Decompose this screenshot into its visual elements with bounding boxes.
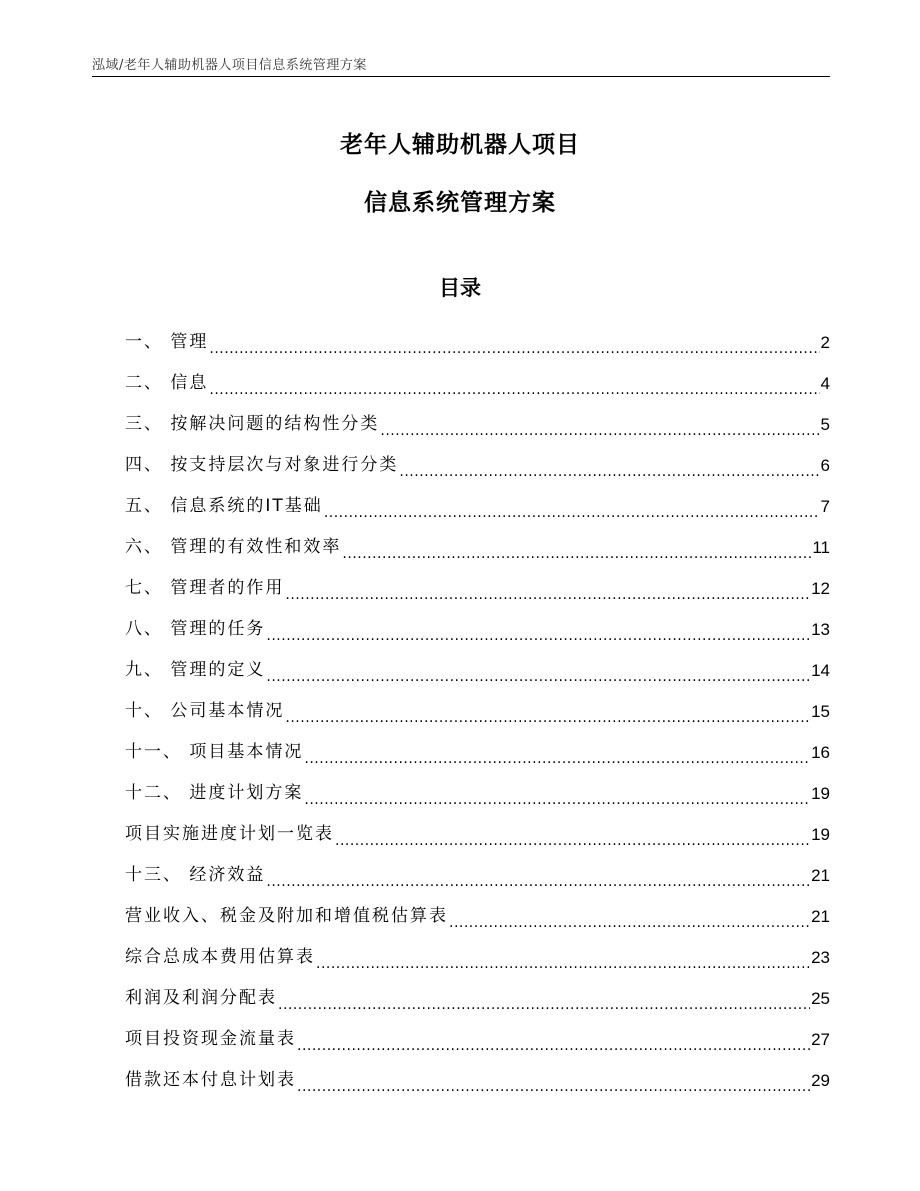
toc-entry-label: 综合总成本费用估算表 bbox=[125, 947, 315, 967]
toc-entry-page-number: 16 bbox=[811, 743, 830, 762]
table-of-contents bbox=[125, 322, 830, 1101]
toc-entry[interactable] bbox=[125, 322, 830, 363]
toc-dot-leader bbox=[449, 896, 810, 937]
toc-entry-page-number: 4 bbox=[820, 374, 830, 393]
toc-entry[interactable] bbox=[125, 814, 830, 855]
toc-dot-leader bbox=[342, 527, 811, 568]
toc-entry-label: 二、 信息 bbox=[125, 373, 209, 393]
toc-entry[interactable] bbox=[125, 527, 830, 568]
toc-entry[interactable] bbox=[125, 773, 830, 814]
toc-entry-page-number: 7 bbox=[820, 497, 830, 516]
toc-entry[interactable] bbox=[125, 1019, 830, 1060]
toc-entry-page-number: 11 bbox=[812, 538, 830, 557]
header-divider bbox=[92, 76, 830, 77]
toc-dot-leader bbox=[266, 855, 810, 896]
toc-entry-page-number: 21 bbox=[811, 907, 830, 926]
toc-entry[interactable] bbox=[125, 896, 830, 937]
toc-entry-label: 利润及利润分配表 bbox=[125, 988, 277, 1008]
toc-dot-leader bbox=[297, 1060, 810, 1101]
document-title-line-1: 老年人辅助机器人项目 bbox=[340, 132, 580, 158]
toc-dot-leader bbox=[297, 1019, 810, 1060]
toc-entry-label: 十三、 经济效益 bbox=[125, 865, 266, 885]
toc-entry[interactable] bbox=[125, 937, 830, 978]
toc-entry-page-number: 15 bbox=[811, 702, 830, 721]
toc-entry-page-number: 6 bbox=[820, 456, 830, 475]
toc-entry[interactable] bbox=[125, 609, 830, 650]
toc-dot-leader bbox=[285, 691, 810, 732]
toc-entry-page-number: 19 bbox=[811, 825, 830, 844]
toc-entry[interactable] bbox=[125, 855, 830, 896]
toc-dot-leader bbox=[304, 732, 810, 773]
toc-entry[interactable] bbox=[125, 978, 830, 1019]
toc-entry-label: 五、 信息系统的IT基础 bbox=[125, 496, 323, 516]
document-title-line-2: 信息系统管理方案 bbox=[364, 190, 556, 216]
toc-dot-leader bbox=[266, 650, 810, 691]
toc-dot-leader bbox=[266, 609, 810, 650]
toc-entry-label: 十二、 进度计划方案 bbox=[125, 783, 304, 803]
toc-dot-leader bbox=[316, 937, 810, 978]
toc-entry-label: 四、 按支持层次与对象进行分类 bbox=[125, 455, 399, 475]
toc-entry-page-number: 29 bbox=[811, 1071, 830, 1090]
toc-entry[interactable] bbox=[125, 691, 830, 732]
toc-heading: 目录 bbox=[439, 276, 481, 300]
toc-entry-page-number: 14 bbox=[811, 661, 830, 680]
toc-entry-page-number: 27 bbox=[811, 1030, 830, 1049]
toc-entry-label: 一、 管理 bbox=[125, 332, 209, 352]
toc-entry[interactable] bbox=[125, 363, 830, 404]
toc-dot-leader bbox=[209, 322, 819, 363]
toc-entry-label: 十一、 项目基本情况 bbox=[125, 742, 304, 762]
toc-dot-leader bbox=[304, 773, 810, 814]
toc-entry-label: 七、 管理者的作用 bbox=[125, 578, 285, 598]
toc-entry[interactable] bbox=[125, 732, 830, 773]
toc-entry-label: 营业收入、税金及附加和增值税估算表 bbox=[125, 906, 448, 926]
toc-dot-leader bbox=[399, 445, 819, 486]
toc-dot-leader bbox=[285, 568, 810, 609]
toc-entry[interactable] bbox=[125, 404, 830, 445]
toc-entry[interactable] bbox=[125, 1060, 830, 1101]
toc-entry-page-number: 23 bbox=[811, 948, 830, 967]
toc-entry-page-number: 21 bbox=[811, 866, 830, 885]
toc-entry[interactable] bbox=[125, 445, 830, 486]
toc-dot-leader bbox=[324, 486, 820, 527]
toc-dot-leader bbox=[209, 363, 819, 404]
toc-entry-label: 九、 管理的定义 bbox=[125, 660, 266, 680]
toc-dot-leader bbox=[380, 404, 819, 445]
toc-entry-label: 借款还本付息计划表 bbox=[125, 1070, 296, 1090]
toc-dot-leader bbox=[278, 978, 810, 1019]
toc-entry-page-number: 19 bbox=[811, 784, 830, 803]
running-header: 泓域/老年人辅助机器人项目信息系统管理方案 bbox=[92, 58, 367, 73]
toc-entry-page-number: 5 bbox=[820, 415, 830, 434]
toc-dot-leader bbox=[335, 814, 810, 855]
toc-entry-page-number: 13 bbox=[811, 620, 830, 639]
toc-entry-page-number: 25 bbox=[811, 989, 830, 1008]
toc-entry-page-number: 2 bbox=[820, 333, 830, 352]
toc-entry-label: 三、 按解决问题的结构性分类 bbox=[125, 414, 380, 434]
toc-entry[interactable] bbox=[125, 650, 830, 691]
toc-entry-label: 项目实施进度计划一览表 bbox=[125, 824, 334, 844]
toc-entry-label: 项目投资现金流量表 bbox=[125, 1029, 296, 1049]
toc-entry-label: 八、 管理的任务 bbox=[125, 619, 266, 639]
toc-entry-label: 十、 公司基本情况 bbox=[125, 701, 285, 721]
toc-entry[interactable] bbox=[125, 568, 830, 609]
toc-entry[interactable] bbox=[125, 486, 830, 527]
toc-entry-label: 六、 管理的有效性和效率 bbox=[125, 537, 342, 557]
toc-entry-page-number: 12 bbox=[811, 579, 830, 598]
